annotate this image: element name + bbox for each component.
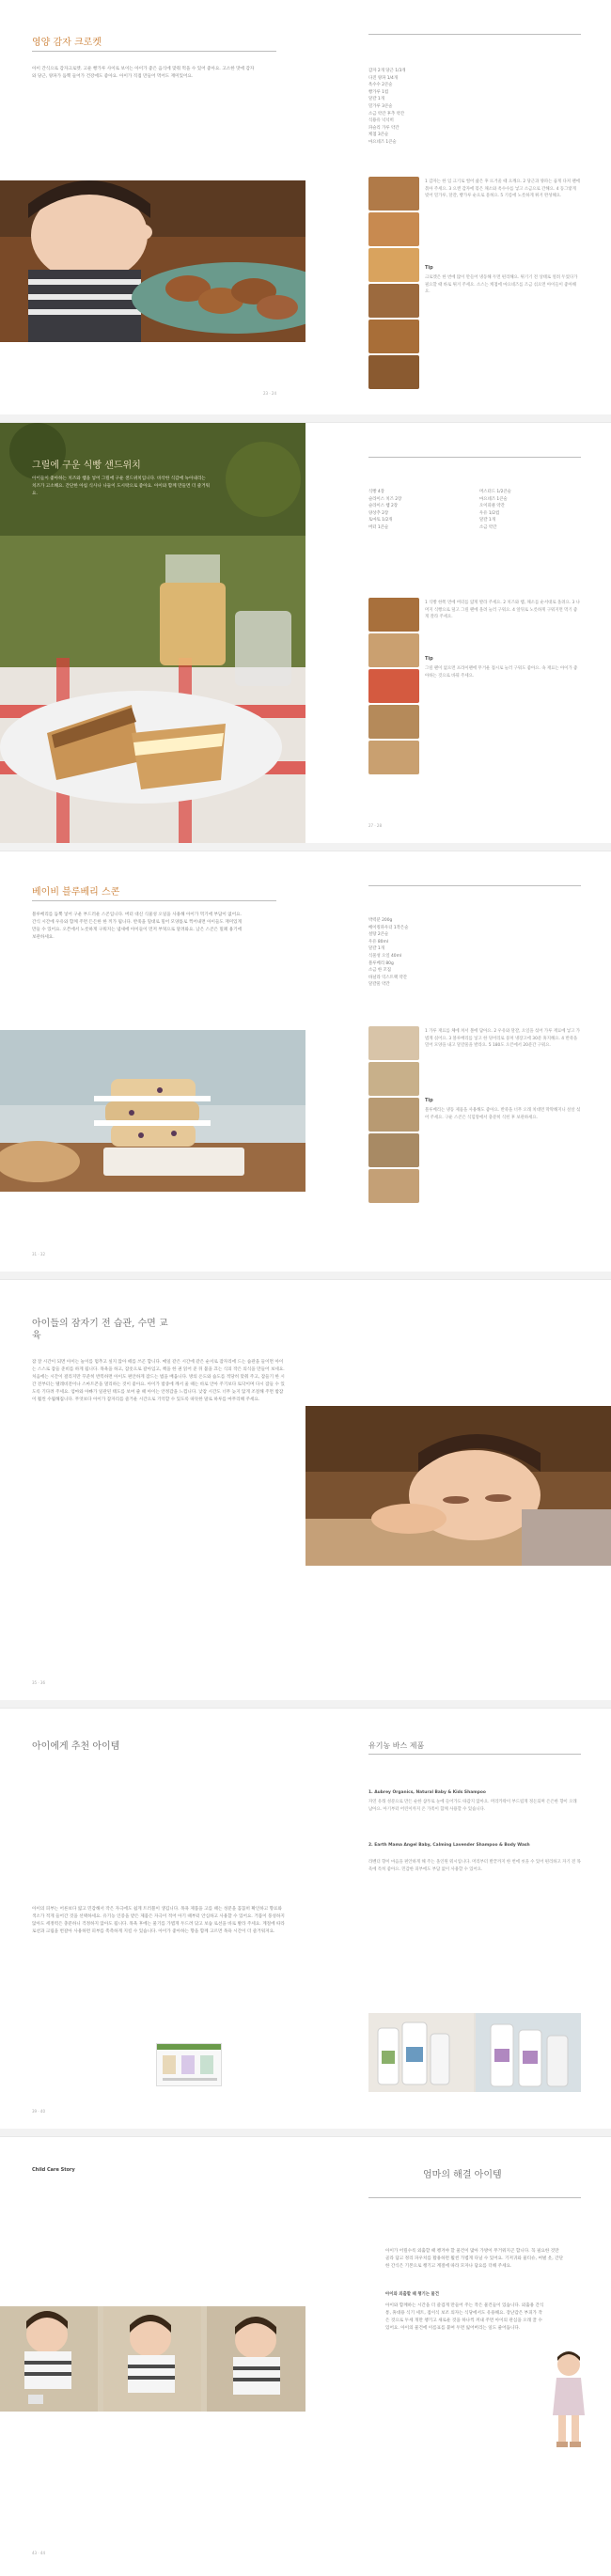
tip-label: Tip [425,1098,433,1103]
page-spread-6 [0,2137,611,2576]
ingredient: 소금 한 꼬집 [368,968,391,974]
ingredient: 다진 양파 1/4개 [368,75,399,81]
page-title: 영양 감자 크로켓 [32,38,102,48]
ingredient: 식용유 넉넉히 [368,118,394,124]
ingredient: 양상추 2장 [368,510,389,516]
ingredient: 달걀물 약간 [368,982,390,988]
step-photo [368,284,419,318]
step-photo [368,1062,419,1096]
step-photo [368,1026,419,1060]
page-title: 아이에게 추천 아이템 [32,1741,120,1752]
step-photo [368,212,419,246]
ingredient: 버터 1큰술 [368,524,389,530]
ingredient: 오이피클 약간 [479,504,505,509]
step-photo [368,633,419,667]
essay-text: 잠 잘 시간이 되면 아이는 놀이를 멈추고 싶지 않아 떼를 쓰곤 합니다. 매일 같은 시간에 같은 순서로 잠자리에 드는 습관을 들이면 아이는 스스로 잠들 준비를 하게 됩니다. 목욕을 하고, 잠옷으로 갈아입고, 책을 한 권 읽어 준 뒤 불을 끄는 식의 작은 의식을 만들어 보세요. 처음에는 시간이 걸리지만 꾸준히 반복하면 아이도 편안하게 잠드는 법을 배웁니다. 방의 온도와 습도를 적당히 맞춰 주고, 잠들기 한 시간 전부터는 텔레비전이나 스마트폰을 멀리하는 것이 좋아요. 아이가 밤중에 깨서 울 때는 바로 안아 주기보다 토닥이며 다시 잠들 수 있도록 기다려 주세요. 엄마와 아빠가 일관된 태도를 보여 줄 때 아이는 안정감을 느낍니다. 낮잠 시간도 너무 늦지 않게 조절해 주면 밤잠이 훨씬 수월해집니다. 무엇보다 아이가 잠자리를 즐거운 시간으로 기억할 수 있도록 따뜻한 말로 하루를 마무리해 주세요. [32,1360,285,1402]
tip-text: 그릴 팬이 없으면 프라이팬에 무거운 접시로 눌러 구워도 좋아요. 속 재료는 아이가 좋아하는 것으로 바꿔 주세요. [425,666,578,679]
ingredient-list [368,917,481,989]
step-photo [368,177,419,211]
page-gap [0,843,611,851]
ingredient: 식빵 4장 [368,490,384,494]
ingredient: 식물성 오일 40ml [368,953,402,959]
ingredient: 감자 2개 당근 1/3개 [368,69,406,73]
page-gap [0,1272,611,1279]
intro-text: 아이 간식으로 감자크로켓. 고운 빵가루 사이로 보이는 아이가 좋은 음식에 맞춰 먹을 수 있어 좋아요. 고소한 맛에 감자와 당근, 양파가 듬뿍 들어가 건강에도 좋아요. 아이가 직접 만들어 먹어도 재미있어요. [32,67,255,79]
page-spread-1 [0,0,611,423]
page-number: 35 · 36 [32,1680,45,1685]
page-spread-5 [0,1709,611,2137]
ingredient: 설탕 2큰술 [368,932,389,938]
ingredient: 슬라이스 치즈 2장 [368,496,402,502]
ingredient-list [368,68,472,147]
ingredient: 달걀 1개 [368,946,384,952]
title-rule [32,900,276,901]
tip-label: Tip [425,265,433,271]
page-spread-4 [0,1280,611,1709]
walking-toddler-photo [545,2350,592,2453]
page-gap [0,1700,611,1708]
ingredient: 머스터드 1/2큰술 [479,490,511,494]
page-number: 39 · 40 [32,2109,45,2114]
step-photo [368,598,419,632]
ingredient: 옥수수 2큰술 [368,83,393,88]
sleeping-child-photo [306,1406,611,1566]
page-spread-3 [0,851,611,1280]
page-number: 31 · 32 [32,1252,45,1257]
product-website-screenshot [156,2043,222,2086]
right-title: 유기농 바스 제품 [368,1741,425,1750]
scone-stack-photo [0,1030,306,1192]
ingredient: 바닐라 익스트랙 약간 [368,975,407,980]
page-number: 27 · 28 [368,823,382,828]
product-name: 2. Earth Mama Angel Baby, Calming Lavender Shampoo & Body Wash [368,1843,530,1848]
steps-text: 1 가루 재료를 체에 쳐서 볼에 담아요. 2 우유와 달걀, 오일을 섞어 가루 재료에 넣고 가볍게 섞어요. 3 블루베리를 넣고 한 덩어리로 뭉쳐 냉장고에 30분 휴지해요. 4 반죽을 밀어 모양을 내고 달걀물을 발라요. 5 180도 오븐에서 20분간 구워요. [425,1029,581,1049]
bath-products-photo [368,2013,581,2092]
ingredient: 베이킹파우더 1작은술 [368,925,409,930]
child-eating-croquette-photo [0,180,306,342]
step-photo [368,1098,419,1132]
essay-text: 아이가 어릴수록 외출할 때 챙겨야 할 물건이 많아 가방이 무거워지곤 합니다. 꼭 필요한 것만 골라 담고 정리 파우치를 활용하면 훨씬 가볍게 다닐 수 있어요. 기저귀와 물티슈, 여벌 옷, 간단한 간식은 기본으로 챙기고 계절에 따라 모자나 담요를 더해 주세요. [385,2249,564,2269]
ingredient: 우유 80ml [368,939,388,945]
steps-text: 1 감자는 한 입 크기로 썰어 삶은 후 뜨거울 때 으깨요. 2 당근과 양파는 곱게 다져 팬에 볶아 주세요. 3 으깬 감자에 볶은 채소와 옥수수를 넣고 소금으로 간해요. 4 동그랗게 빚어 밀가루, 달걀, 빵가루 순으로 묻혀요. 5 기름에 노릇하게 튀겨 완성해요. [425,180,581,199]
step-photo [368,669,419,703]
title-rule [368,457,581,458]
ingredient: 달걀 1개 [479,518,495,523]
ingredient: 마요네즈 1큰술 [368,139,397,145]
ingredient: 박력분 200g [368,918,393,923]
title-rule [368,2197,581,2198]
ingredient: 밀가루 3큰술 [368,103,393,109]
title-rule [368,1754,581,1755]
steps-text: 1 식빵 한쪽 면에 버터를 얇게 발라 주세요. 2 치즈와 햄, 채소를 순서대로 올려요. 3 나머지 식빵으로 덮고 그릴 팬에 올려 눌러 구워요. 4 앞뒤로 노릇하게 구워지면 먹기 좋게 잘라 주세요. [425,601,580,620]
ingredient: 토마토 1/2개 [368,518,393,523]
page-gap [0,2129,611,2136]
step-photo [368,705,419,739]
ingredient: 파슬리 가루 약간 [368,125,400,131]
page-title: 그릴에 구운 식빵 샌드위치 [32,461,141,471]
page-number: 43 · 44 [32,2551,45,2555]
ingredient: 달걀 1개 [368,97,384,102]
step-photo [368,1169,419,1203]
ingredient: 소금 약간 후추 약간 [368,111,405,117]
ingredient-list-2 [479,489,573,532]
title-rule [368,34,581,35]
product-name: 1. Aubrey Organics, Natural Baby & Kids Shampoo [368,1790,486,1795]
tip-text: 크로켓은 한 번에 많이 만들어 냉동해 두면 편리해요. 튀기기 전 상태로 얼려 두었다가 필요할 때 바로 튀겨 주세요. 소스는 케첩에 마요네즈를 조금 섞으면 아이들이 좋아해요. [425,275,578,295]
title-rule [368,885,581,886]
essay-text-2: 아이와 함께하는 시간을 더 즐겁게 만들어 주는 작은 물건들이 있습니다. 외출용 간식 통, 휴대용 식기 세트, 접이식 보조 의자는 식당에서도 유용해요. 장난감은 부피가 작은 것으로 두세 개만 챙기고 새로운 것을 하나씩 꺼내 주면 아이의 관심을 오래 끌 수 있어요. 아이의 물건에 이름표를 붙여 두면 잃어버리는 일도 줄어듭니다. [385,2303,544,2331]
page-title: 엄마의 해결 아이템 [423,2170,502,2180]
essay-text: 아이의 피부는 어른보다 얇고 민감해서 작은 자극에도 쉽게 트러블이 생깁니다. 목욕 제품을 고를 때는 성분을 꼼꼼히 확인하고 향료와 색소가 적게 들어간 것을 선택하세요. 유기농 인증을 받은 제품은 자극이 적어 아기 때부터 안심하고 사용할 수 있어요. 거품이 풍성하지 않아도 세정력은 충분하니 걱정하지 않아도 됩니다. 목욕 후에는 물기를 가볍게 두드려 닦고 보습 로션을 바로 발라 주세요. 계절에 따라 로션과 크림을 번갈아 사용하면 피부를 촉촉하게 지킬 수 있습니다. 아이가 좋아하는 향을 함께 고르면 목욕 시간이 더 즐거워져요. [32,1907,285,1934]
ingredient: 케첩 3큰술 [368,133,389,138]
ingredient: 소금 약간 [479,524,497,530]
ingredient: 슬라이스 햄 2장 [368,504,399,509]
step-photo [368,320,419,353]
page-spread-2 [0,423,611,851]
page-title: 아이들의 잠자기 전 습관, 수면 교육 [32,1319,168,1341]
intro-text: 블루베리를 듬뿍 넣어 구운 부드러운 스콘입니다. 버터 대신 식물성 오일을 사용해 아이가 먹기에 부담이 없어요. 간식 시간에 우유와 함께 주면 든든한 한 끼가 됩니다. 반죽을 밀대로 밀어 모양틀로 찍어내면 아이들도 재미있게 만들 수 있어요. 오븐에서 노릇하게 구워지는 냄새에 아이들이 먼저 부엌으로 달려와요. 남은 스콘은 밀폐 용기에 보관하세요. [32,913,243,940]
step-photo [368,1133,419,1167]
intro-text: 아이들이 좋아하는 치즈와 햄을 넣어 그릴에 구운 샌드위치입니다. 바삭한 식감에 녹아내리는 치즈가 고소해요. 간단한 아침 식사나 나들이 도시락으로 좋아요. 아이와 함께 만들면 더 즐거워요. [32,476,211,496]
step-photo [368,741,419,774]
section-header: Child Care Story [32,2167,75,2173]
step-photo [368,355,419,389]
product-desc: 라벤더 향이 마음을 편안하게 해 주는 올인원 워시입니다. 머리부터 발끝까지 한 번에 씻을 수 있어 편리하고 자기 전 목욕에 특히 좋아요. 민감한 피부에도 부담 없이 사용할 수 있어요. [368,1860,581,1872]
product-desc: 자연 유래 성분으로 만든 순한 샴푸로 눈에 들어가도 따갑지 않아요. 머리카락이 부드럽게 정돈되며 은은한 향이 오래 남아요. 아기부터 어린이까지 온 가족이 함께 사용할 수 있습니다. [368,1800,577,1812]
tip-text: 블루베리는 냉동 제품을 사용해도 좋아요. 반죽을 너무 오래 치대면 딱딱해지니 살살 섞어 주세요. 구운 스콘은 식힘망에서 충분히 식힌 후 보관하세요. [425,1108,581,1120]
ingredient: 블루베리 80g [368,960,394,966]
title-rule [32,51,276,52]
page-number: 23 · 24 [263,391,276,396]
ingredient: 마요네즈 1큰술 [479,496,508,502]
sub-title: 아이와 외출할 때 챙기는 물건 [385,2292,440,2297]
ingredient: 빵가루 1컵 [368,89,389,95]
ingredient: 우유 1/2컵 [479,510,500,516]
toddler-shoes-photo-strip [0,2306,306,2412]
ingredient-list [368,489,462,532]
step-photo [368,248,419,282]
tip-label: Tip [425,656,433,662]
page-title: 베이비 블루베리 스콘 [32,887,120,898]
page-gap [0,414,611,422]
